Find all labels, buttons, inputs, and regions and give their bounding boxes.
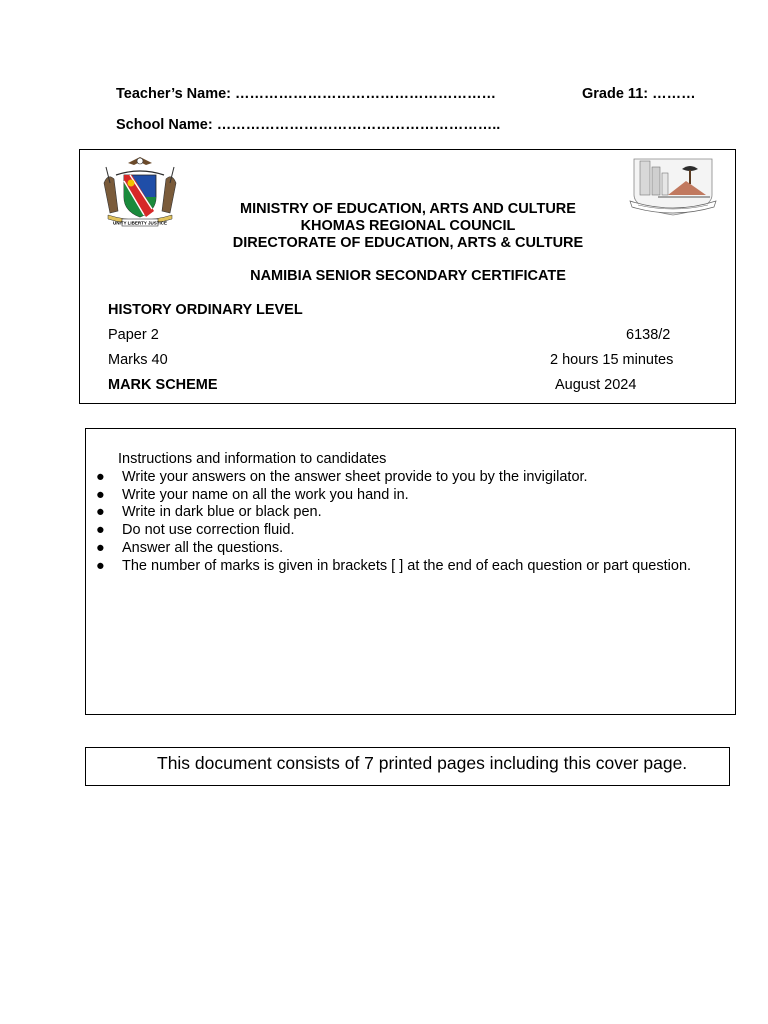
subject-title: HISTORY ORDINARY LEVEL [108, 302, 303, 318]
paper-number: Paper 2 [108, 327, 159, 343]
grade-label: Grade 11: [582, 86, 649, 102]
instruction-item: ● Write your answers on the answer sheet provide to you by the invigilator. [96, 468, 588, 485]
paper-code: 6138/2 [626, 327, 671, 343]
council-heading: KHOMAS REGIONAL COUNCIL [300, 218, 516, 234]
instruction-item: ● Do not use correction fluid. [96, 522, 295, 539]
page-count-note: This document consists of 7 printed pages including this cover page. [157, 753, 688, 773]
exam-date: August 2024 [555, 377, 637, 393]
ministry-heading: MINISTRY OF EDUCATION, ARTS AND CULTURE [240, 201, 576, 217]
mark-scheme-label: MARK SCHEME [108, 377, 218, 393]
instructions-panel [86, 451, 734, 576]
certificate-heading: NAMIBIA SENIOR SECONDARY CERTIFICATE [250, 268, 566, 284]
bullet-icon: ● [96, 557, 105, 574]
school-name-label: School Name: [116, 117, 213, 133]
bullet-icon: ● [96, 504, 105, 521]
instruction-item: ● Write in dark blue or black pen. [96, 504, 322, 521]
teacher-name-line [116, 86, 496, 102]
teacher-name-blank: ……………………………………………… [235, 86, 497, 102]
bullet-icon: ● [96, 468, 105, 485]
instruction-item: ● The number of marks is given in brackets [ ] at the end of each question or part question. [96, 557, 692, 574]
instruction-item: ● Answer all the questions. [96, 539, 284, 556]
total-marks: Marks 40 [108, 352, 168, 368]
bullet-icon: ● [96, 522, 105, 539]
grade-line [582, 86, 696, 102]
instruction-item: ● Write your name on all the work you hand in. [96, 486, 409, 503]
grade-blank: ……… [652, 86, 696, 102]
bullet-icon: ● [96, 486, 105, 503]
coat-motto-text: UNITY LIBERTY JUSTICE [112, 220, 168, 226]
bullet-icon: ● [96, 539, 105, 556]
teacher-name-label: Teacher’s Name: [116, 86, 231, 102]
instructions-heading: Instructions and information to candidates [118, 451, 387, 467]
directorate-heading: DIRECTORATE OF EDUCATION, ARTS & CULTURE [232, 235, 584, 251]
school-name-blank: ………………………………………………….. [216, 117, 501, 133]
exam-duration: 2 hours 15 minutes [550, 352, 674, 368]
school-name-line [116, 117, 500, 133]
